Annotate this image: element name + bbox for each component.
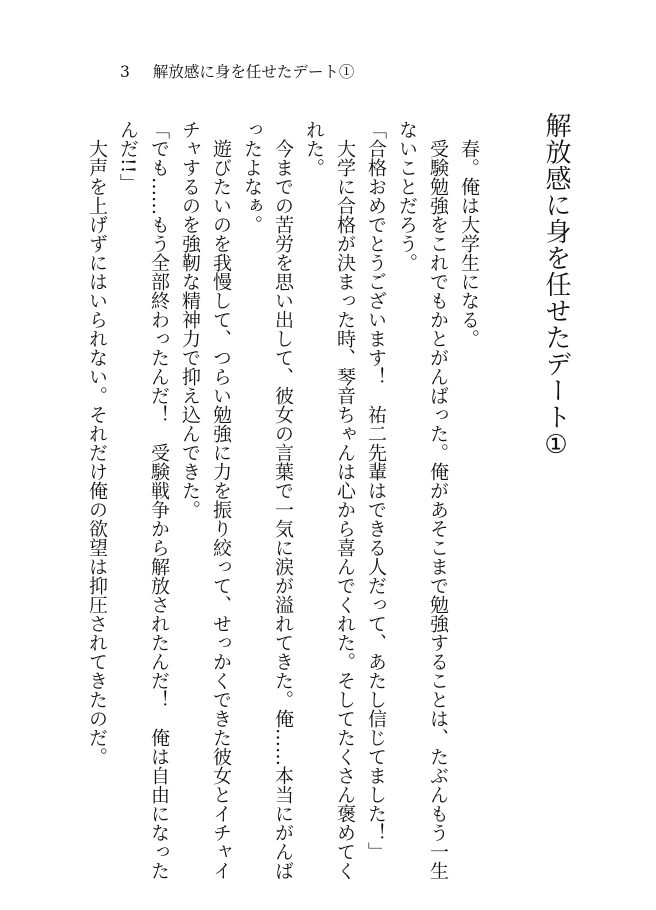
paragraph: 大学に合格が決まった時、琴音ちゃんは心から喜んでくれた。そしてたくさん褒めてくれた。 bbox=[303, 120, 356, 880]
dialogue-paragraph: 「でも……もう全部終わったんだ！ 受験戦争から解放されたんだ！ 俺は自由になったんだ!!」 bbox=[117, 120, 170, 880]
chapter-title: 解放感に身を任せたデート① bbox=[541, 112, 571, 461]
paragraph: 遊びたいのを我慢して、つらい勉強に力を振り絞って、せっかくできた彼女とイチャイチャするのを強靭な精神力で抑え込んできた。 bbox=[179, 120, 232, 880]
dialogue-paragraph: 「合格おめでとうございます！ 祐二先輩はできる人だって、あたし信じてました！」 bbox=[365, 120, 387, 861]
running-title: 解放感に身を任せたデート① bbox=[152, 63, 355, 81]
running-header bbox=[120, 60, 354, 82]
body-text bbox=[86, 120, 484, 880]
page-number: 3 bbox=[120, 63, 130, 81]
paragraph: 受験勉強をこれでもかとがんばった。俺があそこまで勉強することは、たぶんもう一生ないことだろう。 bbox=[396, 120, 449, 880]
paragraph: 春。俺は大学生になる。 bbox=[458, 139, 480, 348]
paragraph: 今までの苦労を思い出して、彼女の言葉で一気に涙が溢れてきた。俺……本当にがんばったよなぁ。 bbox=[241, 120, 294, 880]
paragraph: 大声を上げずにはいられない。それだけ俺の欲望は抑圧されてきたのだ。 bbox=[86, 139, 108, 766]
